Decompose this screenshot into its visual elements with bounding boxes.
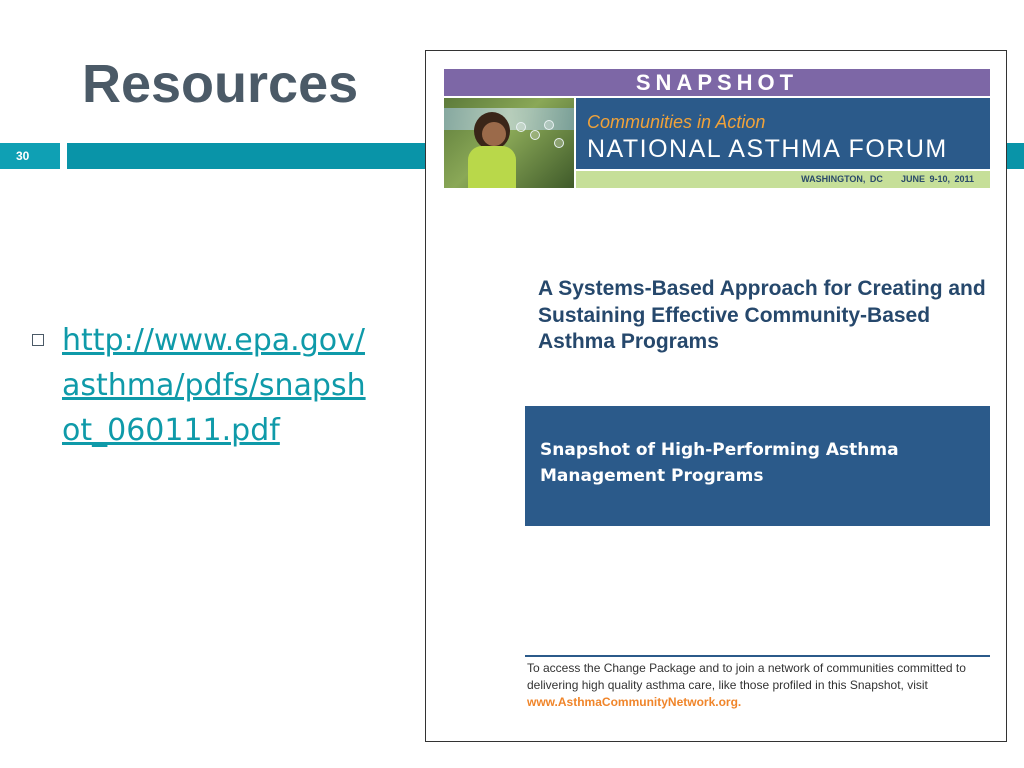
footer-url: www.AsthmaCommunityNetwork.org [527, 695, 738, 709]
footer-body: To access the Change Package and to join a network of communities committed to delivering high quality asthma care, like those profiled in this Snapshot, visit [527, 661, 966, 692]
document-heading: A Systems-Based Approach for Creating and Sustaining Effective Community-Based Asthma Programs [538, 277, 986, 353]
forum-title: NATIONAL ASTHMA FORUM [587, 135, 948, 163]
bubble-icon [554, 138, 564, 148]
slide-number: 30 [0, 143, 60, 169]
bubble-icon [544, 120, 554, 130]
snapshot-box-title: Snapshot of High-Performing Asthma Management Programs [540, 440, 899, 486]
bubble-icon [516, 122, 526, 132]
event-location-date [801, 173, 974, 186]
resource-link[interactable]: http://www.epa.gov/asthma/pdfs/snapshot_060111.pdf [62, 323, 366, 448]
slide-title: Resources [82, 54, 359, 114]
photo-child-face [482, 122, 506, 146]
event-dates: JUNE 9-10, 2011 [900, 174, 974, 184]
bubble-icon [530, 130, 540, 140]
forum-subtitle: Communities in Action [587, 112, 766, 132]
footer-text [527, 660, 987, 711]
snapshot-banner: SNAPSHOT [444, 69, 990, 96]
footer-period: . [737, 695, 742, 709]
child-blowing-bubbles-photo [444, 98, 574, 188]
square-bullet-icon [32, 334, 44, 346]
photo-child-dress [468, 146, 516, 188]
event-location: WASHINGTON, DC [801, 174, 883, 184]
footer-divider [525, 655, 990, 657]
